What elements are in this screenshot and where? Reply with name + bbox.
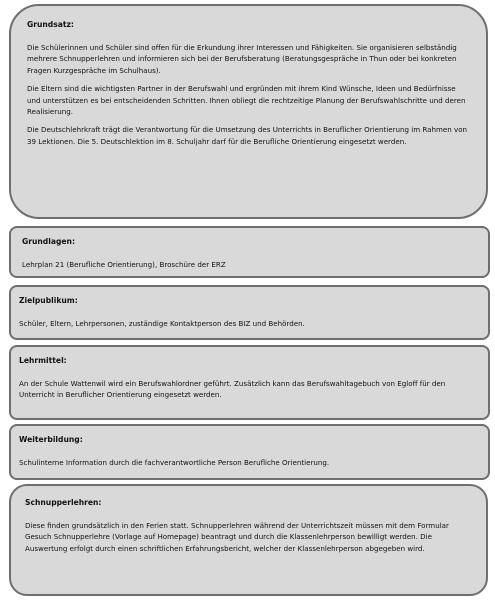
schnupperlehren-box [9, 484, 488, 596]
grundlagen-title: Grundlagen: [22, 237, 75, 246]
grundsatz-paragraph-1: Die Schülerinnen und Schüler sind offen für die Erkundung ihrer Interessen und Fähigkeiten. Sie organisieren selbständig mehrere Schnupperlehren und informieren sich bei der Berufsberatung (Beratungsgespräche in Thun oder bei konkreten Fragen Kurzgespräche im Schulhaus). [27, 43, 457, 75]
schnupperlehren-text: Diese finden grundsätzlich in den Ferien statt. Schnupperlehren während der Unterrichtszeit müssen mit dem Formular Gesuch Schnupperlehre (Vorlage auf Homepage) beantragt und durch die Klassenlehrperson bewilligt werden. Die Auswertung erfolgt durch einen schriftlichen Erfahrungsbericht, welcher der Klassenlehrperson abgegeben wird. [25, 521, 449, 553]
schnupperlehren-title: Schnupperlehren: [25, 498, 102, 507]
grundsatz-paragraph-2: Die Eltern sind die wichtigsten Partner in der Berufswahl und ergründen mit ihrem Kind Wünsche, Ideen und Bedürfnisse und unterstützen es bei entscheidenden Schritten. Ihnen obliegt die rechtzeitige Planung der Berufswahlschritte und deren Realisierung. [27, 84, 466, 117]
grundsatz-box [9, 4, 488, 219]
zielpublikum-box [9, 285, 490, 340]
grundsatz-paragraph-3: Die Deutschlehrkraft trägt die Verantwortung für die Umsetzung des Unterrichts in Beruflicher Orientierung im Rahmen von 39 Lektionen. Die 5. Deutschlektion im 8. Schuljahr darf für die Berufliche Orientierung eingesetzt werden. [27, 125, 468, 146]
lehrmittel-text: An der Schule Wattenwil wird ein Berufswahlordner geführt. Zusätzlich kann das Berufswahltagebuch von Egloff für den Unterricht in Beruflicher Orientierung eingesetzt werden. [19, 379, 446, 400]
zielpublikum-text: Schüler, Eltern, Lehrpersonen, zuständige Kontaktperson des BIZ und Behörden. [19, 319, 305, 328]
lehrmittel-box [9, 345, 490, 420]
weiterbildung-title: Weiterbildung: [19, 435, 83, 444]
weiterbildung-box [9, 424, 490, 480]
lehrmittel-title: Lehrmittel: [19, 356, 67, 365]
zielpublikum-title: Zielpublikum: [19, 296, 78, 305]
grundlagen-text: Lehrplan 21 (Berufliche Orientierung), Broschüre der ERZ [22, 260, 226, 269]
weiterbildung-text: Schulinterne Information durch die fachverantwortliche Person Berufliche Orientierung. [19, 458, 330, 467]
grundlagen-box [9, 226, 490, 278]
grundsatz-title: Grundsatz: [27, 20, 74, 29]
